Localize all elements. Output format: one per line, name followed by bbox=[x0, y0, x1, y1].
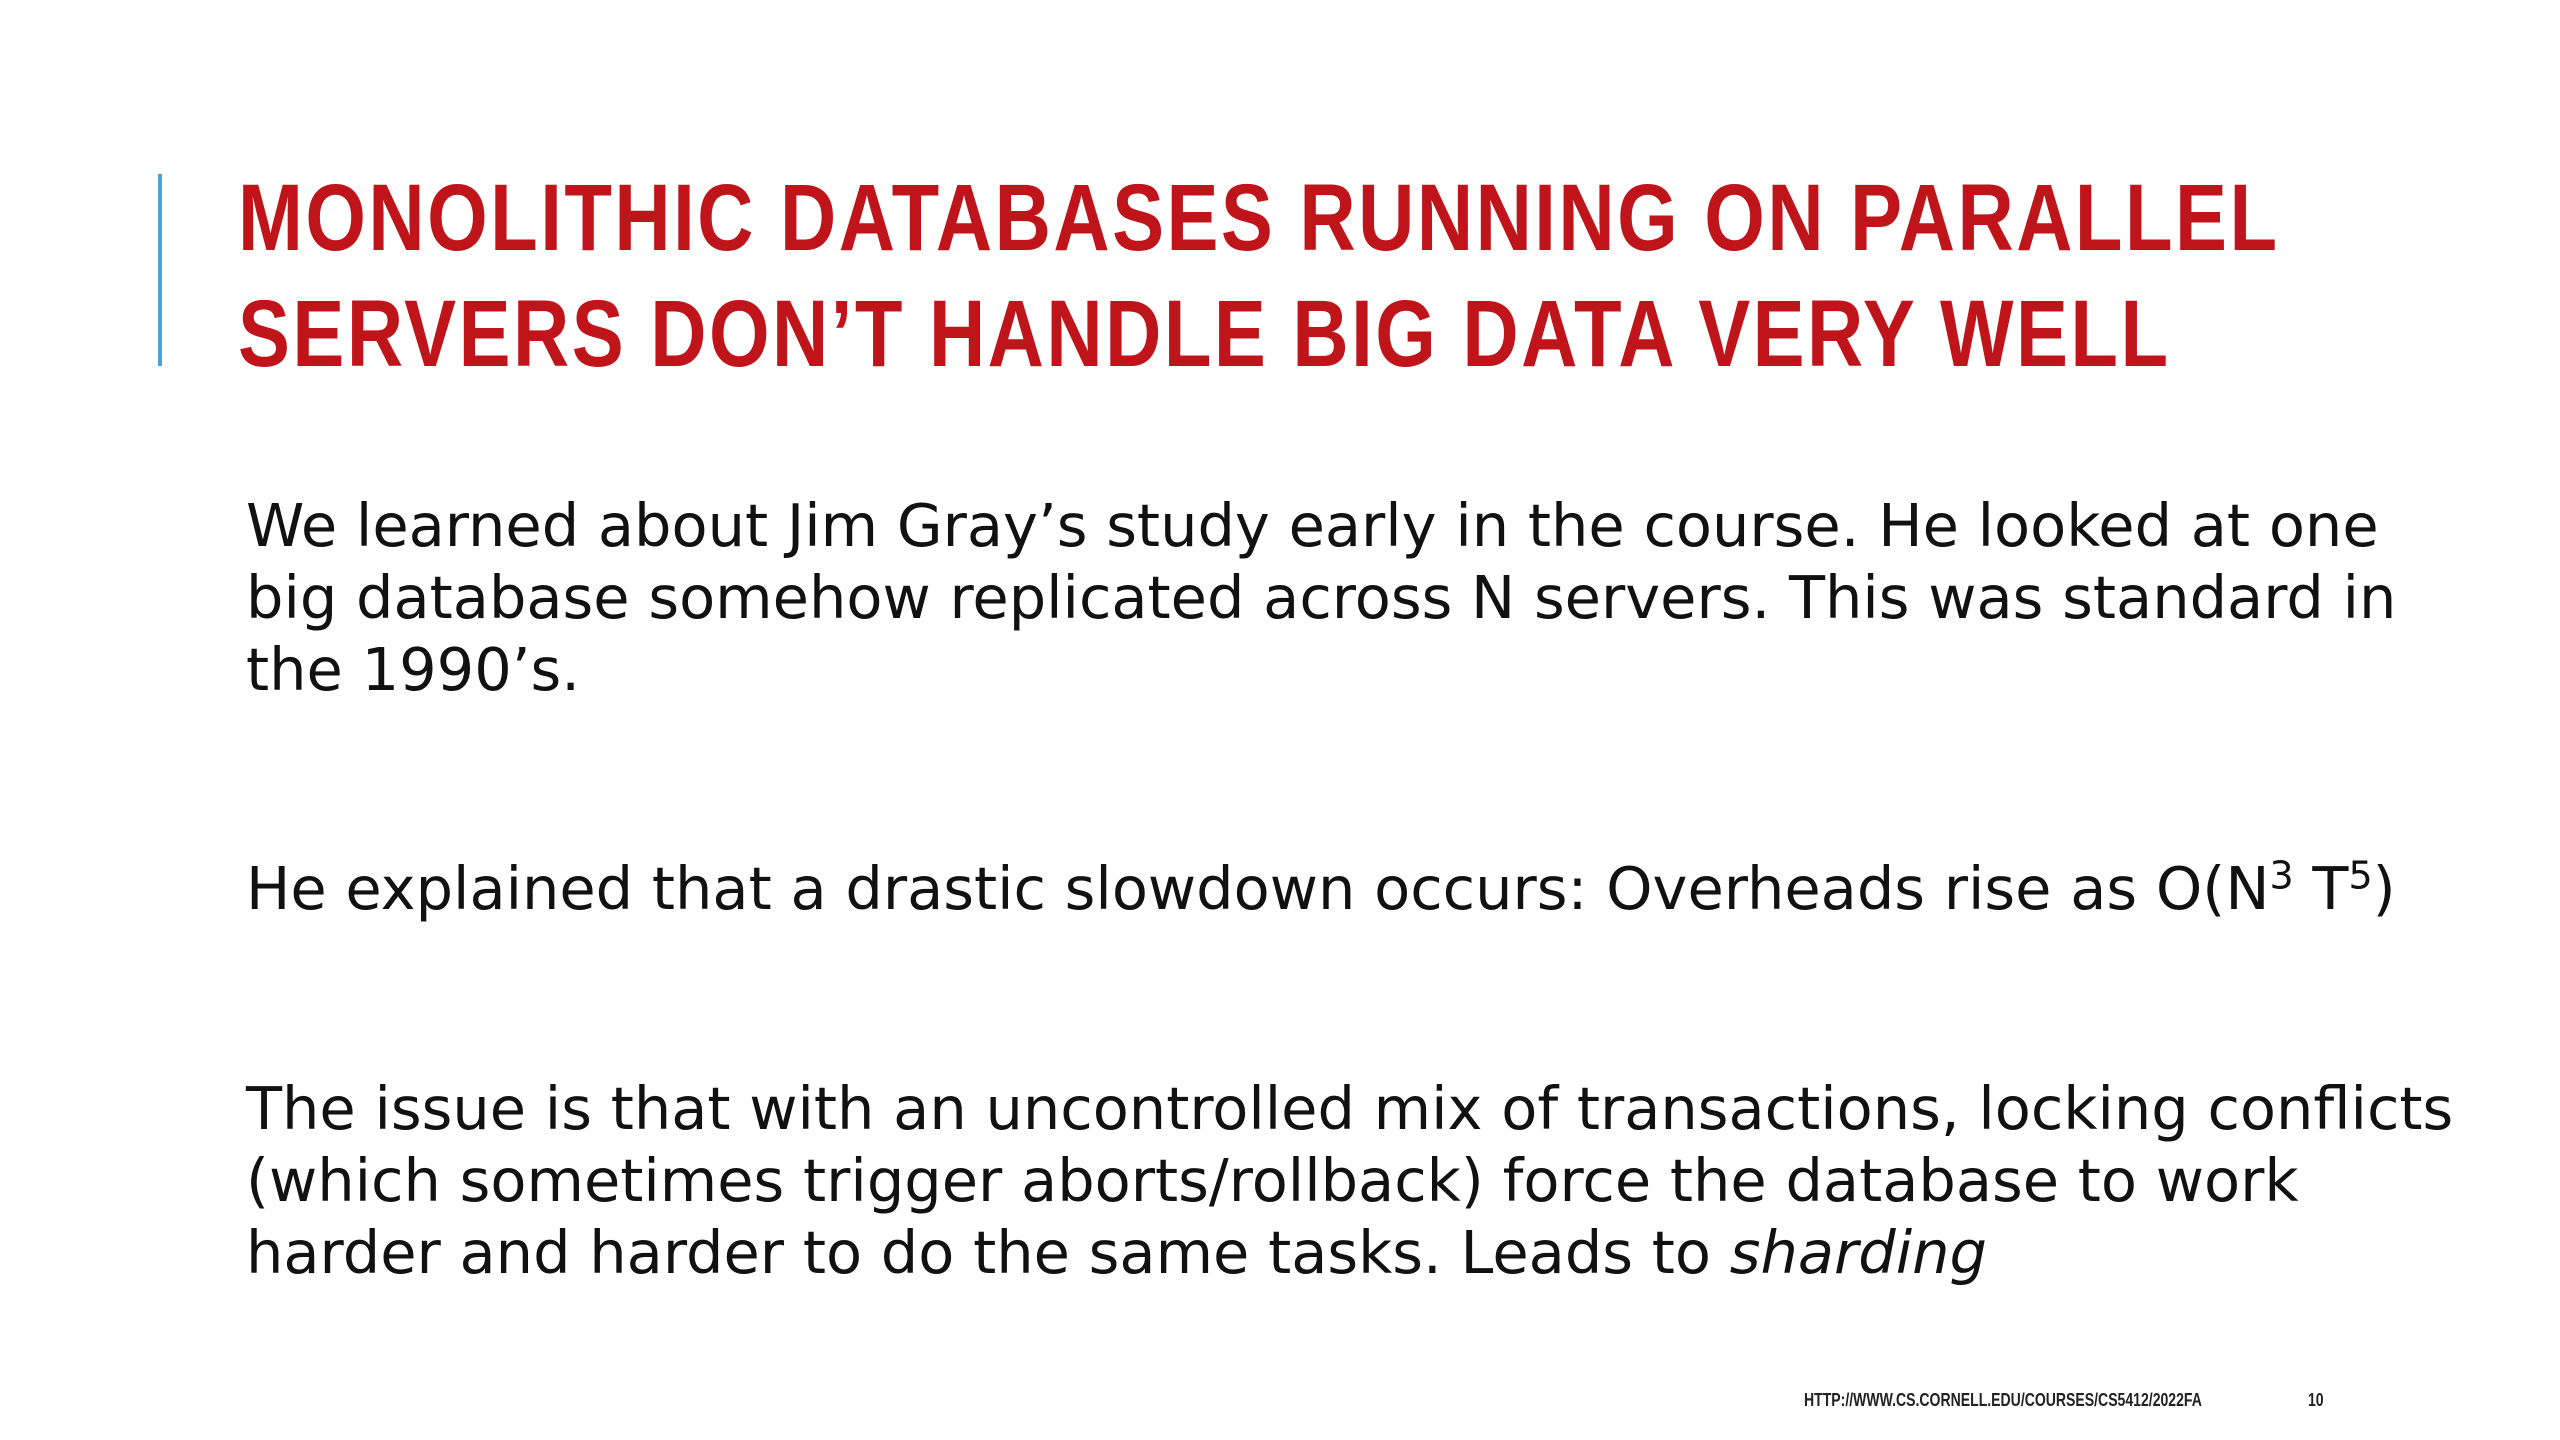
paragraph-slowdown bbox=[246, 853, 2496, 925]
footer-url: HTTP://WWW.CS.CORNELL.EDU/COURSES/CS5412/2022FA bbox=[1804, 1390, 2202, 1410]
paragraph-line: big database somehow replicated across N servers. This was standard in bbox=[246, 563, 2397, 632]
title-line: MONOLITHIC DATABASES RUNNING ON PARALLEL bbox=[238, 165, 2280, 271]
title-line: SERVERS DON’T HANDLE BIG DATA VERY WELL bbox=[238, 281, 2171, 387]
paragraph-text: ) bbox=[2372, 854, 2396, 923]
page-number: 10 bbox=[2308, 1390, 2324, 1410]
paragraph-line: harder and harder to do the same tasks. Leads to bbox=[246, 1218, 1730, 1287]
paragraph-text: He explained that a drastic slowdown occurs: Overheads rise as O(N bbox=[246, 854, 2270, 923]
exponent-n: 3 bbox=[2269, 853, 2294, 898]
paragraph-jim-gray-study bbox=[246, 490, 2496, 706]
exponent-t: 5 bbox=[2348, 853, 2373, 898]
slide-title bbox=[238, 160, 2280, 392]
paragraph-line: the 1990’s. bbox=[246, 635, 580, 704]
paragraph-line: The issue is that with an uncontrolled mix of transactions, locking conflicts bbox=[246, 1074, 2454, 1143]
paragraph-line: (which sometimes trigger aborts/rollback) force the database to work bbox=[246, 1146, 2299, 1215]
paragraph-text: T bbox=[2293, 854, 2349, 923]
title-accent-bar bbox=[158, 174, 162, 366]
sharding-emphasis: sharding bbox=[1729, 1218, 1987, 1287]
paragraph-locking-conflicts bbox=[246, 1073, 2496, 1289]
paragraph-line: We learned about Jim Gray’s study early in the course. He looked at one bbox=[246, 491, 2379, 560]
